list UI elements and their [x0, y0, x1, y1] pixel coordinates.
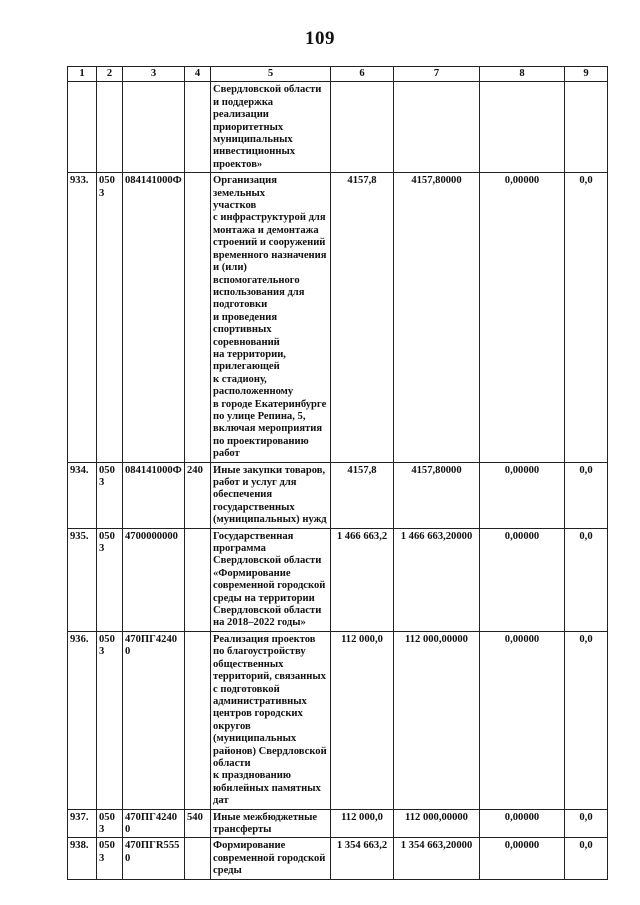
item-name-cell	[211, 82, 331, 173]
column-header: 1	[68, 67, 97, 82]
amount-cell: 4157,8	[331, 462, 394, 528]
item-name-line: административных	[213, 695, 307, 707]
item-name-line: расположенному	[213, 386, 294, 398]
column-header: 3	[123, 67, 185, 82]
item-name-line: юбилейных памятных	[213, 782, 321, 794]
percent-cell: 0,0	[565, 462, 608, 528]
item-name-line: соревнований	[213, 336, 280, 348]
item-name-line: реализации	[213, 109, 269, 121]
item-name-line: общественных	[213, 658, 284, 670]
item-name-cell	[211, 173, 331, 462]
item-name-line: по благоустройству	[213, 646, 306, 658]
item-name-line: включая мероприятия	[213, 423, 323, 435]
item-name-line: (муниципальных	[213, 733, 297, 745]
section-code-cell: 0503	[97, 631, 123, 809]
amount-other-cell	[480, 82, 565, 173]
item-name-line: «Формирование	[213, 567, 291, 579]
amount-other-cell: 0,00000	[480, 462, 565, 528]
item-name-line: проектов»	[213, 158, 263, 170]
column-header: 8	[480, 67, 565, 82]
table-row	[68, 462, 608, 528]
expense-type-cell	[185, 631, 211, 809]
item-name-line: подготовки	[213, 299, 268, 311]
item-name-line: муниципальных	[213, 134, 293, 146]
amount-cell: 4157,8	[331, 173, 394, 462]
header-row	[68, 67, 608, 82]
amount-cell	[331, 82, 394, 173]
percent-cell: 0,0	[565, 809, 608, 838]
item-name-line: Реализация проектов	[213, 633, 316, 645]
table-row	[68, 528, 608, 631]
section-code-cell	[97, 82, 123, 173]
amount-precise-cell: 112 000,00000	[394, 631, 480, 809]
budget-table	[67, 66, 608, 880]
item-name-line: работ и услуг для	[213, 477, 297, 488]
item-name-line: территорий, связанных	[213, 671, 326, 683]
percent-cell: 0,0	[565, 631, 608, 809]
item-name-line: Свердловской области	[213, 605, 322, 617]
amount-precise-cell: 1 354 663,20000	[394, 838, 480, 879]
amount-other-cell: 0,00000	[480, 631, 565, 809]
item-name-line: вспомогательного	[213, 274, 300, 286]
row-number-cell: 934.	[68, 462, 97, 528]
amount-other-cell: 0,00000	[480, 838, 565, 879]
expense-type-cell: 540	[185, 809, 211, 838]
item-name-line: (муниципальных) нужд	[213, 514, 327, 526]
item-name-line: с подготовкой	[213, 683, 280, 695]
section-code-cell: 0503	[97, 462, 123, 528]
item-name-line: монтажа и демонтажа	[213, 224, 319, 236]
target-article-cell: 470ПГR5550	[123, 838, 185, 879]
item-name-line: с инфраструктурой для	[213, 212, 326, 224]
table-row	[68, 838, 608, 879]
item-name-line: по проектированию	[213, 435, 309, 447]
row-number-cell: 937.	[68, 809, 97, 838]
page-number: 109	[305, 28, 335, 49]
row-number-cell: 933.	[68, 173, 97, 462]
item-name-line: трансферты	[213, 823, 272, 835]
item-name-line: Формирование	[213, 840, 286, 852]
amount-other-cell: 0,00000	[480, 809, 565, 838]
row-number-cell: 935.	[68, 528, 97, 631]
table-row	[68, 173, 608, 462]
item-name-line: строений и сооружений	[213, 237, 326, 249]
item-name-line: округов	[213, 720, 251, 732]
table-row	[68, 631, 608, 809]
amount-other-cell: 0,00000	[480, 173, 565, 462]
amount-precise-cell: 112 000,00000	[394, 809, 480, 838]
item-name-line: районов) Свердловской	[213, 745, 327, 757]
item-name-line: и проведения	[213, 311, 278, 323]
expense-type-cell	[185, 838, 211, 879]
item-name-line: современной городской	[213, 852, 326, 864]
column-header: 5	[211, 67, 331, 82]
target-article-cell: 084141000Ф	[123, 462, 185, 528]
item-name-line: Свердловской области	[213, 555, 322, 567]
item-name-line: Организация земельных	[213, 175, 277, 199]
expense-type-cell	[185, 528, 211, 631]
item-name-line: среды	[213, 865, 242, 877]
item-name-line: участков	[213, 200, 257, 212]
item-name-line: Иные межбюджетные	[213, 811, 318, 823]
item-name-line: и (или)	[213, 262, 247, 274]
item-name-line: Свердловской области	[213, 84, 322, 96]
item-name-line: и поддержка	[213, 96, 274, 108]
target-article-cell: 084141000Ф	[123, 173, 185, 462]
section-code-cell: 0503	[97, 173, 123, 462]
amount-precise-cell: 4157,80000	[394, 462, 480, 528]
amount-precise-cell: 4157,80000	[394, 173, 480, 462]
item-name-line: к стадиону,	[213, 373, 267, 385]
column-header: 9	[565, 67, 608, 82]
item-name-line: области	[213, 757, 251, 769]
column-header: 4	[185, 67, 211, 82]
item-name-line: приоритетных	[213, 121, 284, 133]
section-code-cell: 0503	[97, 528, 123, 631]
target-article-cell: 470ПГ42400	[123, 631, 185, 809]
item-name-line: современной городской	[213, 580, 326, 592]
column-header: 7	[394, 67, 480, 82]
section-code-cell: 0503	[97, 838, 123, 879]
item-name-cell	[211, 528, 331, 631]
item-name-cell	[211, 838, 331, 879]
table-row	[68, 809, 608, 838]
column-header: 2	[97, 67, 123, 82]
table-body	[68, 82, 608, 879]
item-name-line: использования для	[213, 286, 305, 298]
percent-cell: 0,0	[565, 528, 608, 631]
item-name-line: на территории,	[213, 348, 286, 360]
row-number-cell: 938.	[68, 838, 97, 879]
amount-cell: 112 000,0	[331, 631, 394, 809]
column-header: 6	[331, 67, 394, 82]
item-name-line: по улице Репина, 5,	[213, 410, 306, 422]
item-name-line: в городе Екатеринбурге	[213, 398, 327, 410]
section-code-cell: 0503	[97, 809, 123, 838]
item-name-cell	[211, 631, 331, 809]
item-name-line: на 2018–2022 годы»	[213, 617, 306, 629]
item-name-line: обеспечения	[213, 489, 273, 501]
amount-precise-cell: 1 466 663,20000	[394, 528, 480, 631]
expense-type-cell	[185, 82, 211, 173]
target-article-cell	[123, 82, 185, 173]
expense-type-cell: 240	[185, 462, 211, 528]
amount-other-cell: 0,00000	[480, 528, 565, 631]
item-name-line: спортивных	[213, 324, 272, 336]
table-row	[68, 82, 608, 173]
item-name-line: к празднованию	[213, 770, 291, 782]
amount-cell: 112 000,0	[331, 809, 394, 838]
item-name-line: Иные закупки товаров,	[213, 464, 326, 476]
target-article-cell: 470ПГ42400	[123, 809, 185, 838]
percent-cell: 0,0	[565, 838, 608, 879]
amount-precise-cell	[394, 82, 480, 173]
percent-cell: 0,0	[565, 173, 608, 462]
row-number-cell: 936.	[68, 631, 97, 809]
row-number-cell	[68, 82, 97, 173]
item-name-line: программа	[213, 543, 266, 555]
amount-cell: 1 466 663,2	[331, 528, 394, 631]
amount-cell: 1 354 663,2	[331, 838, 394, 879]
item-name-line: инвестиционных	[213, 146, 296, 158]
item-name-line: дат	[213, 795, 229, 807]
item-name-line: работ	[213, 448, 240, 460]
item-name-line: государственных	[213, 501, 295, 513]
expense-type-cell	[185, 173, 211, 462]
item-name-line: центров городских	[213, 708, 303, 720]
item-name-cell	[211, 462, 331, 528]
percent-cell	[565, 82, 608, 173]
item-name-line: прилегающей	[213, 361, 280, 373]
item-name-line: среды на территории	[213, 592, 315, 604]
item-name-cell	[211, 809, 331, 838]
target-article-cell: 4700000000	[123, 528, 185, 631]
item-name-line: Государственная	[213, 530, 294, 542]
item-name-line: временного назначения	[213, 249, 327, 261]
